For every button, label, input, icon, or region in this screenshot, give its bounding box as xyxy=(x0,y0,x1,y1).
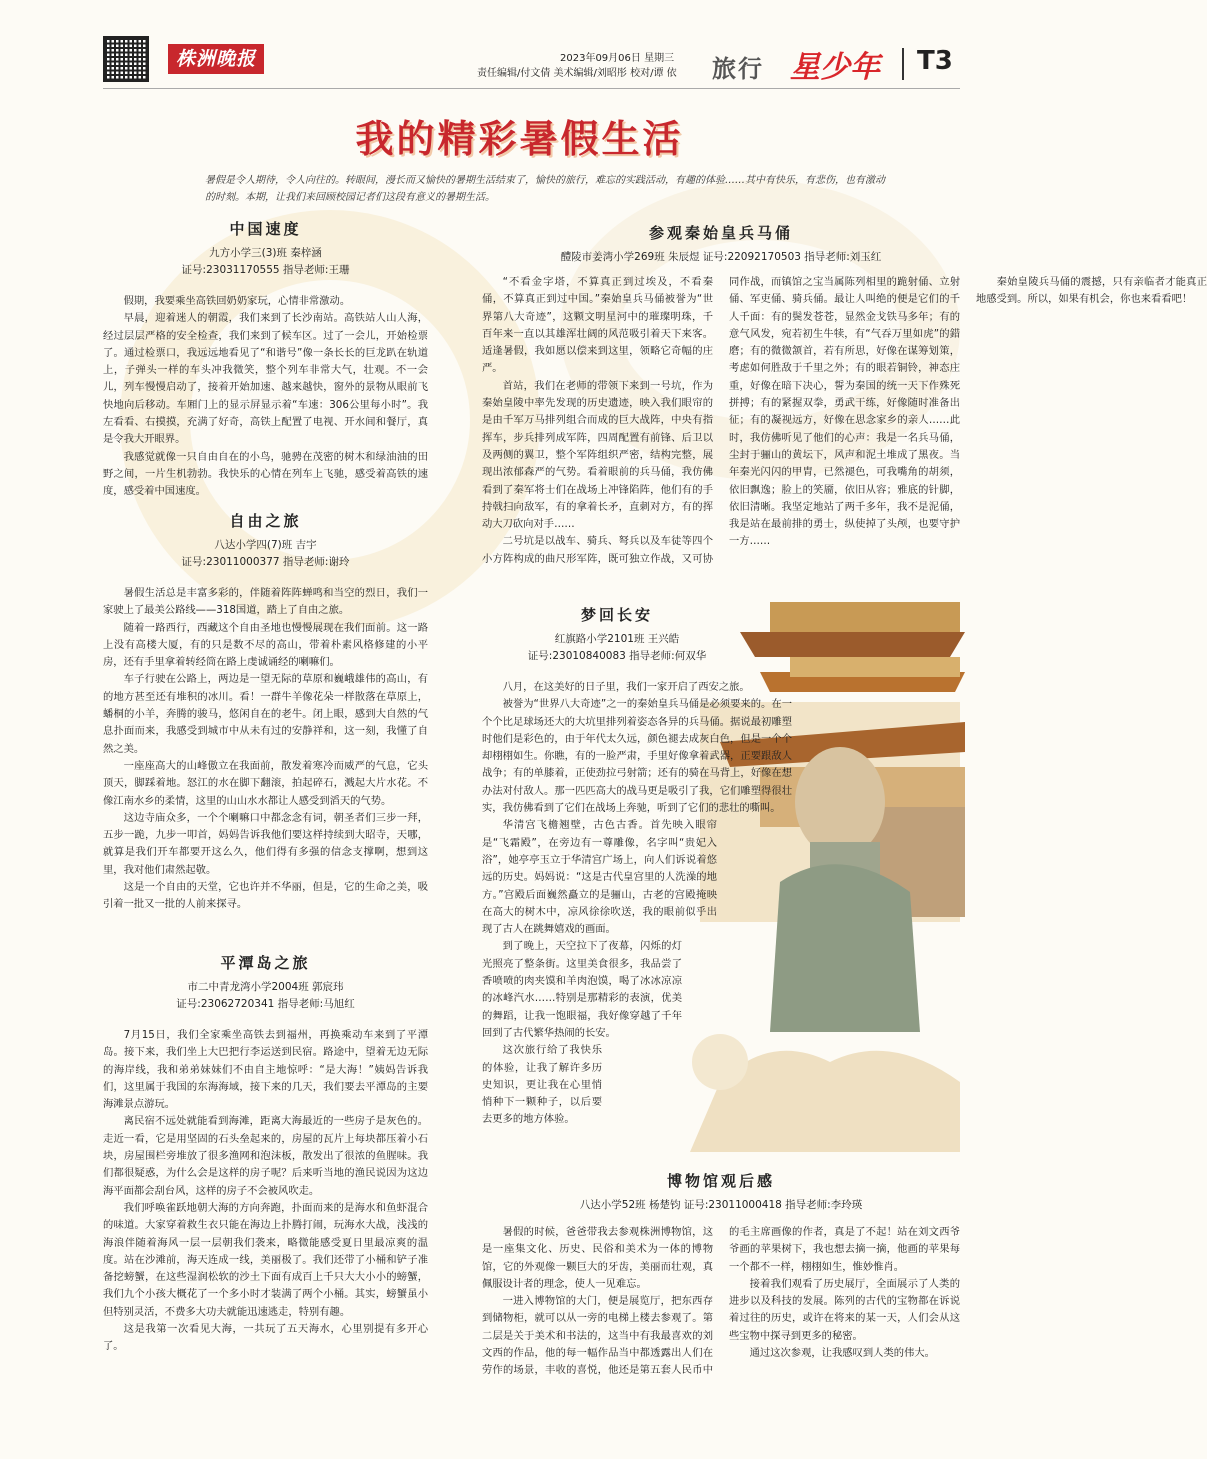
article-title: 平潭岛之旅 xyxy=(220,954,311,972)
paragraph: 车子行驶在公路上，两边是一望无际的草原和巍峨雄伟的高山，有的地方甚至还有堆积的冰川。看！一群牛羊像花朵一样散落在草原上，蟠桐的小羊，奔腾的骏马，悠闲自在的老牛。闭上眼，感到大自然的气息扑面而来，我感受到城市中从未有过的安静祥和，这一刻，我懂了自然之美。 xyxy=(103,673,428,755)
paragraph: 二号坑是以战车、骑兵、弩兵以及车徒等四个小方阵构成的曲尺形军阵，既可独立作战，又可协同作战，而镇馆之宝当属陈列相里的跪射俑、立射俑、军吏俑、骑兵俑。最让人叫绝的便是它们的千人千面：有的鬓发苍苍，显然金戈铁马多年；有的意气风发，宛若初生牛犊，有“气吞万里如虎”的錯磨；有的微微颔首，若有所思，好像在谋筹划策，考虑如何胜敌于千里之外；有的眼若铜铃，神态庄重，好像在暗下决心，誓为秦国的统一天下作殊死拼搏；有的紧握双拳，勇武干练，好像随时准备出征；有的凝视远方，好像在思念家乡的亲人……此时，我仿佛听见了他们的心声：我是一名兵马俑，尘封于骊山的黄坛下，风声和泥土堆成了黑夜。当年秦光闪闪的甲胄，已然褪色，可我嘴角的胡须，依旧飘逸；脸上的笑靥，依旧从容；雅底的针脚，依旧清晰。我坚定地站了两千多年，我不是泥俑，我是站在最前排的勇士，纵使掉了头颅，也要守护一方…… xyxy=(482,276,960,565)
page-number: T3 xyxy=(917,46,953,76)
paragraph: 离民宿不远处就能看到海滩，距离大海最近的一些房子是灰色的。走近一看，它是用坚固的石头垒起来的，房屋的瓦片上每块都压着小石块，房屋围栏旁堆放了很多渔网和泡沫板，散发出了很浓的鱼腥味。我们都很疑惑，为什么会是这样的房子呢？后来听当地的渔民说因为这边海平面都会刮台风，这样的房子不会被风吹走。 xyxy=(103,1115,428,1197)
paragraph: “不看金字塔，不算真正到过埃及，不看秦俑，不算真正到过中国。”秦始皇兵马俑被誉为“世界第八大奇迹”，这颗文明星河中的璀璨明珠，千百年来一直以其雄浑壮阔的风范吸引着天下来客。适逢暑假，我如愿以偿来到这里，领略它奇幅的庄严。 xyxy=(482,276,713,375)
paragraph: 这次旅行给了我快乐的体验，让我了解许多历史知识，更让我在心里悄悄种下一颗种子，以后要去更多的地方体验。 xyxy=(482,1044,602,1126)
paragraph: 我感觉就像一只自由自在的小鸟，驰骋在茂密的树木和绿油油的田野之间，一片生机勃勃。我快乐的心情在列车上飞驰，感受着高铁的速度，感受着中国速度。 xyxy=(103,450,428,498)
article-cert: 证号:23031170555 指导老师:王珊 xyxy=(181,264,350,276)
article-body xyxy=(103,585,428,914)
article-byline: 八达小学52班 杨楚钧 证号:23011000418 指导老师:李玲瑛 xyxy=(579,1199,863,1211)
article-title: 梦回长安 xyxy=(580,606,653,624)
section-name: 旅行 xyxy=(712,55,764,83)
article-byline: 红旗路小学2101班 王兴皓 xyxy=(554,633,680,645)
paragraph: 这是我第一次看见大海，一共玩了五天海水，心里别提有多开心了。 xyxy=(103,1323,428,1353)
article-body xyxy=(103,293,428,501)
article-terracotta-army xyxy=(482,222,1207,584)
article-pingtan-trip xyxy=(103,952,428,1356)
article-body xyxy=(482,679,792,1129)
paragraph: 通过这次参观，让我感叹到人类的伟大。 xyxy=(749,1347,935,1360)
paragraph: 这是一个自由的天堂，它也许并不华丽，但是，它的生命之美，吸引着一批又一批的人前来探寻。 xyxy=(103,881,428,911)
paragraph: 一进入博物馆的大门，便是展览厅，把东西存到储物柜，就可以从一旁的电梯上楼去参观了。第二层是关于美术和书法的，这当中有我最喜欢的刘文西的作品，他的每一幅作品当中都透露出人们在劳作的场景，丰收的喜悦，他还是第五套人民币中的毛主席画像的作者，真是了不起！站在刘文西爷爷画的苹果树下，我也想去摘一摘，他画的苹果每一个都不一样，栩栩如生，惟妙惟肖。 xyxy=(482,1226,960,1377)
editor-credits: 责任编辑/付文倩 美术编辑/刘昭彤 校对/谭 依 xyxy=(477,68,677,79)
article-body xyxy=(103,1027,428,1356)
paragraph: 假期，我要乘坐高铁回奶奶家玩，心情非常激动。 xyxy=(123,295,351,307)
paragraph: 接着我们观看了历史展厅，全面展示了人类的进步以及科技的发展。陈列的古代的宝物都在诉说着过往的历史，或许在将来的某一天，人们会从这些宝物中探寻到更多的秘密。 xyxy=(729,1277,960,1342)
article-byline: 市二中青龙湾小学2004班 郭宸玮 xyxy=(187,981,344,993)
article-cert: 证号:23062720341 指导老师:马旭红 xyxy=(176,998,355,1010)
article-byline: 九方小学三(3)班 秦梓涵 xyxy=(209,247,322,259)
article-cert: 证号:23011000377 指导老师:谢玲 xyxy=(181,556,350,568)
article-museum-review xyxy=(482,1170,960,1444)
article-title: 自由之旅 xyxy=(229,512,302,530)
paragraph: 这边寺庙众多，一个个喇嘛口中都念念有词，朝圣者们三步一拜，五步一跪，九步一叩首，妈妈告诉我他们要这样持续到大昭寺，天哪，就算是我们开车都要开这么久，他们得有多强的信念支撑啊，想到这里，我对他们肃然起敬。 xyxy=(103,811,428,876)
issue-date: 2023年09月06日 星期三 xyxy=(560,53,675,64)
page-title: 我的精彩暑假生活 xyxy=(355,116,684,161)
paragraph: 华清宫飞檐翘壁，古色古香。首先映入眼帘是“飞霜殿”，在旁边有一尊雕像，名字叫“贵妃入浴”，她亭亭玉立于华清宫广场上，向人们诉说着悠远的历史。妈妈说：“这是古代皇宫里的人洗澡的地方。”宫殿后面巍然矗立的是骊山，古老的宫殿掩映在高大的树木中，凉风徐徐吹送，我的眼前似乎出现了古人在跳舞嬉戏的画面。 xyxy=(482,819,717,936)
article-china-speed xyxy=(103,218,428,501)
article-dream-changan xyxy=(482,604,792,1129)
article-body xyxy=(482,1224,960,1444)
article-title: 参观秦始皇兵马俑 xyxy=(648,224,793,242)
article-cert: 证号:23010840083 指导老师:何双华 xyxy=(527,650,707,662)
intro-text: 暑假是令人期待，令人向往的。转眼间，漫长而又愉快的暑期生活结束了，愉快的旅行，难忘的实践活动，有趣的体验……其中有快乐，有悲伤，也有激动的时刻。本期，让我们来回顾校园记者们这段有意义的暑期生活。 xyxy=(205,175,885,203)
paragraph: 暑假的时候，爸爸带我去参观株洲博物馆，这是一座集文化、历史、民俗和美术为一体的博物馆，它的外观像一颗巨大的牙齿，美丽而壮观，真佩服设计者的理念，使人一见难忘。 xyxy=(482,1226,713,1290)
newspaper-brand: 株洲晚报 xyxy=(168,44,264,74)
paragraph: 早晨，迎着迷人的朝霞，我们来到了长沙南站。高铁站人山人海，经过层层严格的安全检查，我们来到了候车区。过了一会儿，开始检票了。通过检票口，我远远地看见了“和谐号”像一条长长的巨龙趴在轨道上，子弹头一样的车头冲我微笑，整个列车非常大气，壮观。不一会儿，列车慢慢启动了，接着开始加速、越来越快，窗外的景物从眼前飞快地向后移动。车厢门上的显示屏显示着“车速：306公里每小时”。我左看看、右摸摸，充满了好奇，高铁上配置了电视、开水间和餐厅，真是令我大开眼界。 xyxy=(103,312,428,446)
paragraph: 到了晚上，天空拉下了夜幕，闪烁的灯光照亮了整条街。这里美食很多，我品尝了香喷喷的肉夹馍和羊肉泡馍，喝了冰冰凉凉的冰峰汽水……特别是那精彩的表演，优美的舞蹈，让我一饱眼福，我好像穿越了千年回到了古代繁华热闹的长安。 xyxy=(482,940,682,1039)
paragraph: 我们呼唤雀跃地朝大海的方向奔跑，扑面而来的是海水和鱼虾混合的味道。大家穿着救生衣只能在海边上扑腾打闹，玩海水大战，浅浅的海浪伴随着海风一层一层朝我们袭来，略微能感受夏日里最凉爽的温度。站在沙滩前，海天连成一线，美丽极了。我们还带了小桶和铲子准备挖螃蟹，在这些湿润松软的沙土下面有成百上千只大大小小的螃蟹，我们九个小孩大概花了一个多小时才装满了两个小桶。其实，螃蟹虽小但特别灵活，不费多大功夫就能迅速逃走，特别有趣。 xyxy=(103,1201,428,1318)
paragraph: 首站，我们在老师的带领下来到一号坑，作为秦始皇陵中率先发现的历史遗迹，映入我们眼帘的是由千军万马排列组合而成的巨大战阵，中央有指挥车，步兵排列成军阵，四周配置有前锋、后卫以及两侧的翼卫，整个军阵组织严密，结构完整，展现出浓郁森严的气势。看着眼前的兵马俑，我仿佛看到了秦军将士们在战场上冲锋陷阵，他们有的手持戟扫向敌军，有的拿着长矛，直刺对方，有的挥动大刀砍向对手…… xyxy=(482,379,713,531)
paragraph: 随着一路西行，西藏这个自由圣地也慢慢展现在我们面前。这一路上没有高楼大厦，有的只是数不尽的高山，带着朴素风格修建的小平房，还有手里拿着转经筒在路上虔诚诵经的喇嘛们。 xyxy=(103,621,428,669)
article-byline: 醴陵市姜湾小学269班 朱辰煜 证号:22092170503 指导老师:刘玉红 xyxy=(560,251,882,263)
article-title: 中国速度 xyxy=(229,220,302,238)
divider xyxy=(902,48,904,80)
paragraph: 秦始皇陵兵马俑的震撼，只有亲临者才能真正地感受到。所以，如果有机会，你也来看看吧！ xyxy=(976,276,1207,306)
paragraph: 被誉为“世界八大奇迹”之一的秦始皇兵马俑是必须要来的。在一个个比足球场还大的大坑里排列着姿态各异的兵马俑。据说最初雕塑时他们是彩色的，由于年代太久远，颜色褪去成灰白色，但是一个个却栩栩如生。你瞧，有的一脸严肃，手里好像拿着武器，正要跟敌人战争；有的单膝着，正使劲拉弓射箭；还有的骑在马背上，好像在想办法对付敌人。那一匹匹高大的战马更是吸引了我，它们雕塑得很壮实，我仿佛看到了它们在战场上奔驰，听到了它们的悲壮的嘶叫。 xyxy=(482,698,792,815)
article-body xyxy=(482,274,1207,584)
qr-code-icon[interactable] xyxy=(103,36,149,82)
paragraph: 7月15日，我们全家乘坐高铁去到福州，再换乘动车来到了平潭岛。接下来，我们坐上大巴把行李运送到民宿。路途中，望着无边无际的海岸线，我和弟弟妹妹们不由自主地惊呼：“是大海！”姨妈告诉我们，这里属于我国的东海海域，接下来的几天，我们要去平潭岛的主要海滩景点游玩。 xyxy=(103,1029,428,1111)
article-title: 博物馆观后感 xyxy=(666,1172,775,1190)
paragraph: 暑假生活总是丰富多彩的，伴随着阵阵蝉鸣和当空的烈日，我们一家驶上了最美公路线——318国道，踏上了自由之旅。 xyxy=(103,587,428,617)
paragraph: 八月，在这美好的日子里，我们一家开启了西安之旅。 xyxy=(502,681,750,693)
column-logo: 星少年 xyxy=(790,50,880,85)
article-byline: 八达小学四(7)班 吉宇 xyxy=(214,539,317,551)
article-freedom-trip xyxy=(103,510,428,914)
header-rule xyxy=(103,88,960,89)
paragraph: 一座座高大的山峰傲立在我面前，散发着寒冷而威严的气息，它头顶天，脚踩着地。怒江的水在脚下翻滚，拍起碎石，溅起大片水花。不像江南水乡的柔情，这里的山山水水都让人感受到滔天的气势。 xyxy=(103,759,428,807)
